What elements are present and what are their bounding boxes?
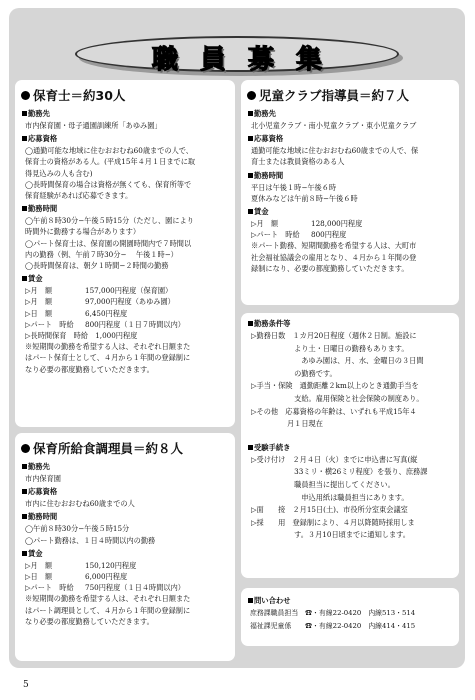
section-heading: 勤務条件等	[248, 319, 459, 329]
work-place: 北小児童クラブ・南小児童クラブ・東小児童クラブ	[251, 121, 417, 130]
square-bullet-icon	[22, 514, 27, 519]
section-heading: 応募資格	[248, 134, 459, 144]
contact-line: 福祉課児童係 ☎・有線22-0420 内線414・415	[250, 622, 416, 630]
note-line: なり必要の都度勤務していただきます。	[25, 616, 154, 626]
contact-line: 庶務課職員担当 ☎・有線22-0420 内線513・514	[250, 609, 416, 617]
hoikushi-title: 保育士＝約30人	[21, 86, 235, 104]
procedure-line: す。３月10日頃までに通知します。	[251, 530, 410, 540]
qual-line: 通勤可能な地域に住むおおむね60歳までの人で、保	[251, 146, 419, 156]
jido-title: 児童クラブ指導員＝約７人	[247, 86, 459, 104]
section-heading: 勤務先	[22, 109, 235, 119]
square-bullet-icon	[248, 209, 253, 214]
note-line: はパート保育士として、４月から１年間の登録制に	[25, 353, 191, 363]
page-number: 5	[23, 680, 29, 690]
bullet-icon	[247, 91, 256, 100]
square-bullet-icon	[248, 598, 253, 603]
hours-line: 内の勤務（例、午前７時30分− 午後１時−）	[25, 249, 178, 259]
square-bullet-icon	[22, 489, 27, 494]
hours-line: 夏休みなどは午前８時−午後６時	[251, 193, 358, 203]
wage-row: ▷月 額 157,000円程度（保育園）	[25, 286, 173, 296]
wage-row: ▷パート 時給 800円程度	[251, 230, 347, 240]
square-bullet-icon	[22, 111, 27, 116]
procedure-line: ▷面 接 ２月15日(土)、市役所分室東会議室	[251, 505, 408, 515]
section-heading: 応募資格	[22, 487, 235, 497]
square-bullet-icon	[22, 136, 27, 141]
wage-row: ▷パート 時給 800円程度（１日７時間以内）	[25, 319, 185, 329]
qual-line: 育士または教員資格のある人	[251, 157, 345, 167]
procedure-line: 33ミリ・横26ミリ程度）を張り、庶務課	[251, 467, 428, 477]
square-bullet-icon	[22, 276, 27, 281]
square-bullet-icon	[22, 551, 27, 556]
condition-line: ▷勤務日数 １カ月20日程度（週休２日制。施設に	[251, 331, 417, 340]
qual-line: 保育士の資格がある人。(平成15年４月１日までに取	[25, 157, 196, 167]
wage-row: ▷月 額 150,120円程度	[25, 560, 137, 570]
bullet-icon	[21, 91, 30, 100]
section-heading: 賃金	[22, 274, 235, 284]
recruitment-banner	[75, 36, 399, 75]
section-heading: 賃金	[248, 207, 459, 217]
qual-line: ◯通勤可能な地域に住むおおむね60歳までの人で、	[25, 146, 193, 156]
bullet-icon	[21, 444, 30, 453]
condition-line: あゆみ園は、月、水、金曜日の３日間	[251, 356, 424, 366]
condition-line: の勤務です。	[251, 368, 337, 378]
procedure-line: 職員担当に提出してください。	[251, 479, 395, 489]
hours-line: 平日は午後１時−午後６時	[251, 182, 337, 192]
section-heading: 受験手続き	[248, 443, 459, 453]
panel-jido-club	[241, 80, 459, 305]
wage-row: ▷長時間保育 時給 1,000円程度	[25, 331, 138, 341]
condition-line: 支給。雇用保険と社会保険の制度あり。	[251, 393, 424, 403]
square-bullet-icon	[248, 445, 253, 450]
wage-row: ▷パート 時給 750円程度（１日４時間以内）	[25, 583, 185, 593]
note-line: なり必要の都度勤務していただきます。	[25, 364, 154, 374]
qual-line: 得見込みの人も含む)	[25, 168, 93, 178]
work-place: 市内保育園・母子通園訓練所「あゆみ園」	[25, 121, 162, 130]
procedure-line: 申込用紙は職員担当にあります。	[251, 492, 409, 502]
kyushoku-title: 保育所給食調理員＝約８人	[21, 439, 235, 457]
qual-line: 保育経験があれば応募できます。	[25, 191, 133, 201]
square-bullet-icon	[248, 173, 253, 178]
square-bullet-icon	[248, 111, 253, 116]
hours-line: ◯午前８時30分−午後５時15分（ただし、園により	[25, 216, 194, 226]
square-bullet-icon	[22, 464, 27, 469]
section-heading: 勤務先	[22, 462, 235, 472]
square-bullet-icon	[248, 321, 253, 326]
panel-hoikushi	[15, 80, 235, 427]
wage-row: ▷日 額 6,000円程度	[25, 572, 128, 582]
note-line: ※短期間の勤務を希望する人は、それぞれ日額また	[25, 594, 191, 604]
section-heading: 賃金	[22, 549, 235, 559]
wage-row: ▷月 額 97,000円程度（あゆみ園）	[25, 297, 175, 307]
procedure-line: ▷受け付け ２月４日（火）までに申込書に写真(縦	[251, 454, 418, 464]
hours-line: ◯パート勤務は、１日４時間以内の勤務	[25, 535, 156, 545]
condition-line: 月１日現在	[251, 419, 323, 429]
note-line: 録制になり、必要の都度勤務していただきます。	[251, 263, 409, 273]
section-heading: 勤務時間	[22, 204, 235, 214]
note-line: ※パート勤務、短期間勤務を希望する人は、大町市	[251, 241, 417, 251]
panel-conditions	[241, 313, 459, 578]
condition-line: ▷その他 応募資格の年齢は、いずれも平成15年４	[251, 406, 417, 416]
wage-row: ▷月 額 128,000円程度	[251, 219, 363, 229]
note-line: 社会福祉協議会の雇用となり、４月から１年間の登	[251, 252, 417, 262]
square-bullet-icon	[22, 206, 27, 211]
hours-line: 時間外に勤務する場合があります）	[25, 227, 141, 237]
condition-line: より土・日曜日の勤務もあります。	[251, 343, 409, 353]
section-heading: 勤務先	[248, 109, 459, 119]
panel-contact	[241, 588, 459, 646]
section-heading: 応募資格	[22, 134, 235, 144]
work-place: 市内保育園	[25, 474, 61, 483]
panel-kyushoku	[15, 433, 235, 661]
procedure-line: ▷採 用 登録制により、４月以降随時採用しま	[251, 517, 415, 527]
note-line: ※短期間の勤務を希望する人は、それぞれ日額また	[25, 342, 191, 352]
banner-title: 職員募集	[151, 45, 344, 75]
wage-row: ▷日 額 6,450円程度	[25, 308, 128, 318]
square-bullet-icon	[248, 136, 253, 141]
hours-line: ◯午前８時30分−午後５時15分	[25, 524, 130, 534]
hours-line: ◯パート保育士は、保育園の開園時間内で７時間以	[25, 238, 192, 248]
condition-line: ▷手当・保険 通勤距離２km以上のとき通勤手当を	[251, 381, 419, 391]
section-heading: 問い合わせ	[248, 596, 459, 606]
note-line: はパート調理員として、４月から１年間の登録制に	[25, 605, 191, 615]
qual-line: 市内に住むおおむね60歳までの人	[25, 499, 135, 509]
hours-line: ◯長時間保育は、朝夕１時間−２時間の勤務	[25, 261, 169, 271]
section-heading: 勤務時間	[22, 512, 235, 522]
qual-line: ◯長時間保育の場合は資格が無くても、保育所等で	[25, 179, 192, 189]
section-heading: 勤務時間	[248, 171, 459, 181]
